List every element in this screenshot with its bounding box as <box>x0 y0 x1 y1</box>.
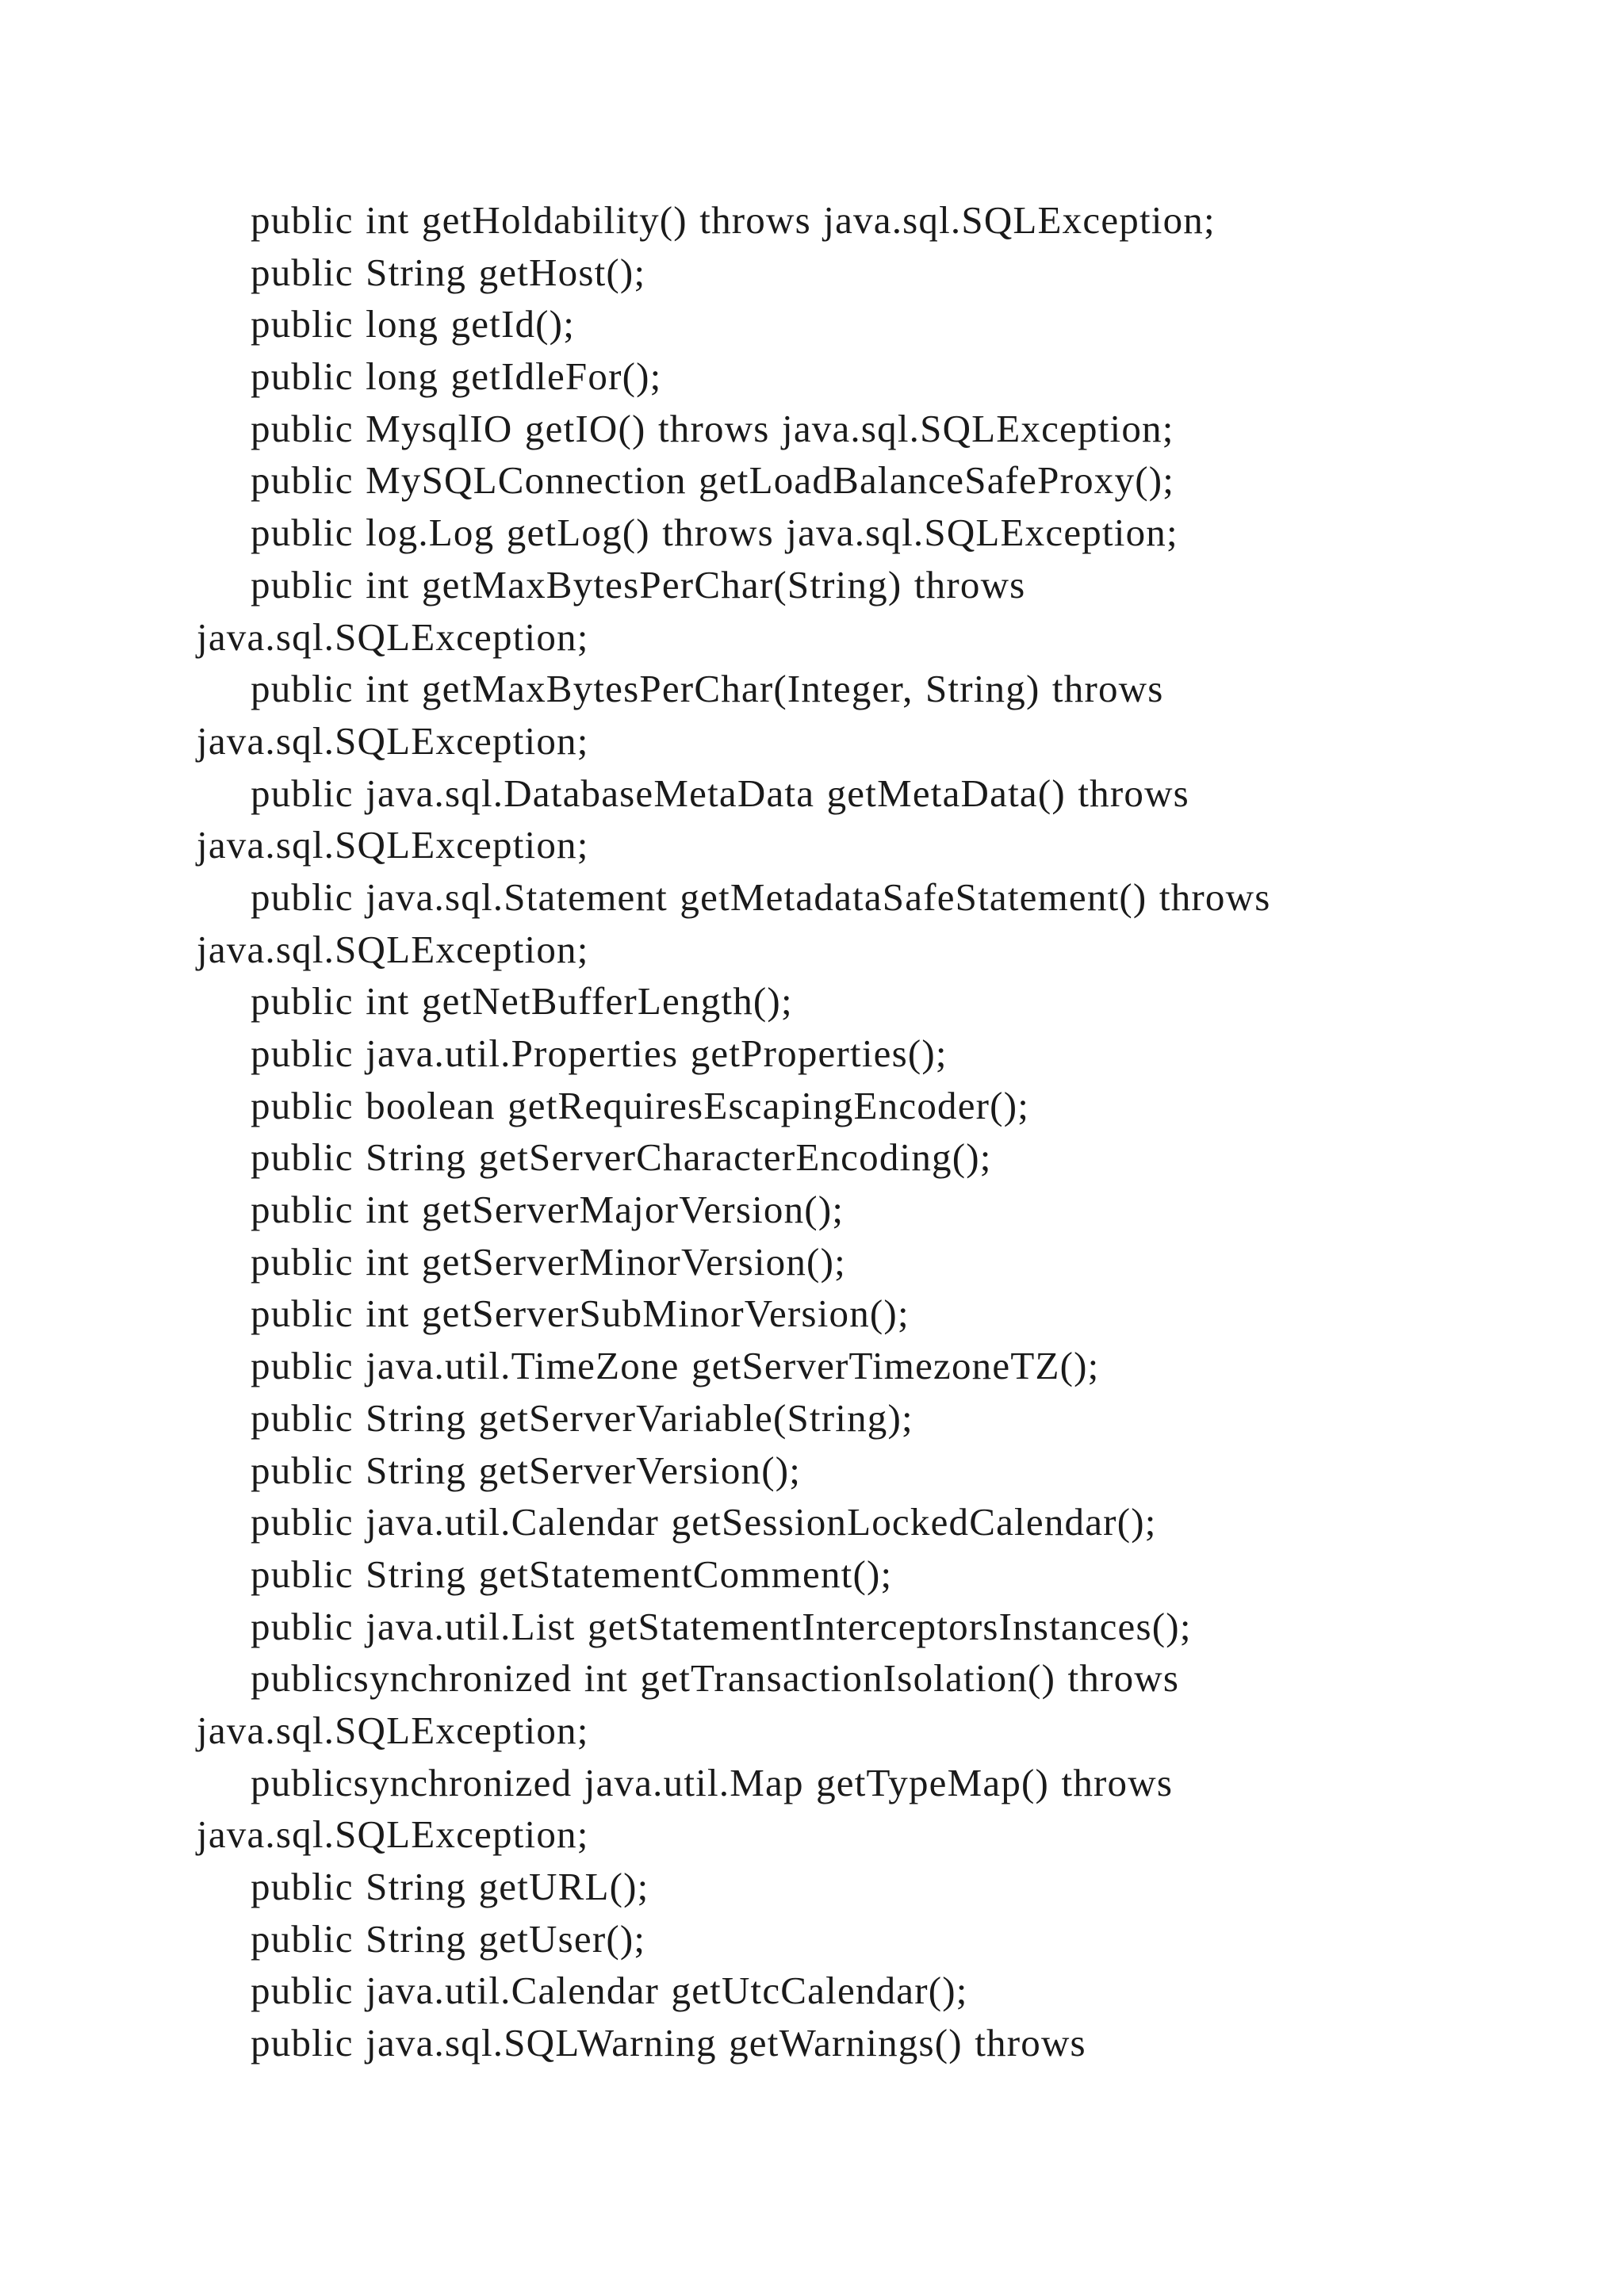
code-line: public long getIdleFor(); <box>251 354 662 399</box>
code-line: public java.sql.Statement getMetadataSafeStatement() throws <box>251 874 1271 919</box>
code-listing <box>197 194 1513 2069</box>
code-line: public int getNetBufferLength(); <box>251 979 793 1024</box>
code-line: public java.util.TimeZone getServerTimezoneTZ(); <box>251 1344 1100 1388</box>
code-line: public java.util.Properties getProperties(); <box>251 1031 948 1075</box>
code-line: public String getURL(); <box>251 1865 649 1908</box>
code-line: public int getMaxBytesPerChar(String) throws <box>251 562 1026 607</box>
code-line: public java.sql.DatabaseMetaData getMetaData() throws <box>251 771 1189 815</box>
code-line: public String getStatementComment(); <box>251 1552 893 1596</box>
code-line: public String getServerCharacterEncoding(); <box>251 1135 992 1180</box>
code-line: public String getServerVariable(String); <box>251 1395 914 1440</box>
code-line: public int getHoldability() throws java.sql.SQLException; <box>251 198 1216 242</box>
code-line: public int getServerMinorVersion(); <box>251 1239 846 1284</box>
code-line-continuation: java.sql.SQLException; <box>197 927 589 971</box>
code-line: publicsynchronized int getTransactionIsolation() throws <box>251 1656 1180 1701</box>
code-line: public log.Log getLog() throws java.sql.SQLException; <box>251 511 1178 555</box>
code-line: public MysqlIO getIO() throws java.sql.SQLException; <box>251 406 1174 450</box>
code-line: public int getServerSubMinorVersion(); <box>251 1292 910 1336</box>
code-line: public boolean getRequiresEscapingEncoder(); <box>251 1083 1030 1127</box>
code-line: public java.util.Calendar getSessionLockedCalendar(); <box>251 1500 1157 1544</box>
code-line-continuation: java.sql.SQLException; <box>197 1812 589 1857</box>
code-line: public long getId(); <box>251 302 576 346</box>
code-line: public int getServerMajorVersion(); <box>251 1188 845 1232</box>
code-line: public int getMaxBytesPerChar(Integer, String) throws <box>251 667 1164 711</box>
code-line: public String getUser(); <box>251 1916 646 1961</box>
code-line: publicsynchronized java.util.Map getTypeMap() throws <box>251 1760 1174 1804</box>
code-line-continuation: java.sql.SQLException; <box>197 614 589 659</box>
code-line: public java.util.List getStatementInterceptorsInstances(); <box>251 1604 1192 1648</box>
code-line: public java.util.Calendar getUtcCalendar(); <box>251 1969 968 2013</box>
code-line: public String getServerVersion(); <box>251 1448 802 1492</box>
code-line-continuation: java.sql.SQLException; <box>197 718 589 763</box>
code-line-continuation: java.sql.SQLException; <box>197 1708 589 1752</box>
code-line-continuation: java.sql.SQLException; <box>197 823 589 867</box>
code-line: public MySQLConnection getLoadBalanceSafeProxy(); <box>251 458 1175 503</box>
code-line: public java.sql.SQLWarning getWarnings() throws <box>251 2021 1086 2065</box>
code-line: public String getHost(); <box>251 250 646 294</box>
